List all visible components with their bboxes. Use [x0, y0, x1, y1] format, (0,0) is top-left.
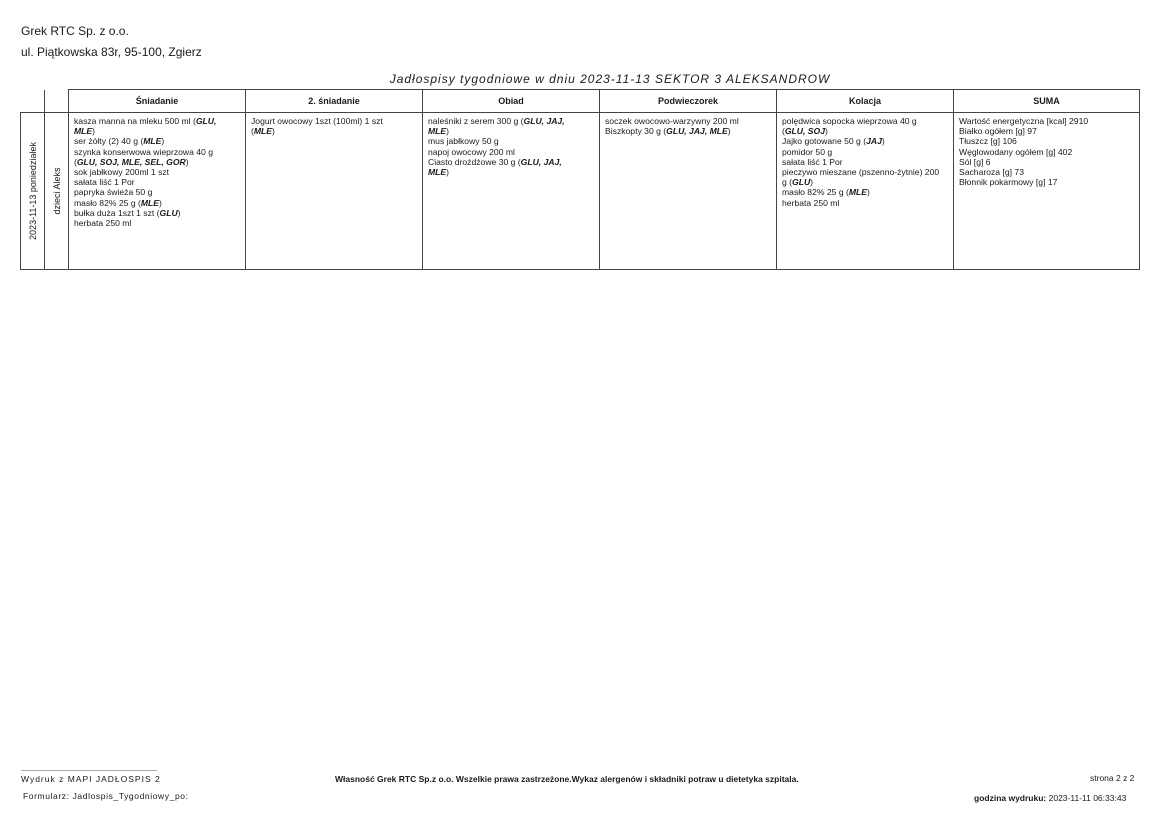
row-group-cell [45, 113, 69, 270]
allergen-code: MLE [143, 136, 162, 147]
col-header-2-sniadanie: 2. śniadanie [246, 90, 423, 113]
table-header-row [21, 90, 1140, 113]
allergen-code: JAJ [866, 136, 882, 147]
cell-line: bułka duża 1szt 1 szt (GLU) [74, 207, 181, 218]
cell-line: Tłuszcz [g] 106 [959, 136, 1017, 147]
cell-line: Sacharoza [g] 73 [959, 167, 1024, 178]
cell-obiad [423, 113, 600, 270]
allergen-code: MLE [253, 126, 273, 137]
company-address: ul. Piątkowska 83r, 95-100, Zgierz [21, 45, 202, 59]
cell-podwieczorek [600, 113, 777, 270]
document-title: Jadłospisy tygodniowe w dniu 2023-11-13 SEKTOR 3 ALEKSANDROW [389, 72, 831, 86]
allergen-code: GLU, SOJ, MLE, SEL, GOR [76, 156, 186, 167]
header-blank [21, 90, 45, 113]
cell-line: MLE) [74, 126, 96, 137]
footer-print-time [974, 793, 1126, 803]
col-header-suma: SUMA [954, 90, 1140, 113]
header-blank [45, 90, 69, 113]
cell-line: masło 82% 25 g (MLE) [74, 197, 162, 208]
allergen-code: GLU, [195, 116, 217, 126]
cell-line: Białko ogółem [g] 97 [959, 126, 1037, 137]
cell-line: herbata 250 ml [74, 218, 132, 229]
cell-line: Biszkopty 30 g (GLU, JAJ, MLE) [605, 126, 731, 137]
allergen-code: MLE [428, 126, 447, 137]
cell-suma [954, 113, 1140, 270]
col-header-sniadanie: Śniadanie [69, 90, 246, 113]
footer-copyright: Własność Grek RTC Sp.z o.o. Wszelkie prawa zastrzeżone.Wykaz alergenów i składniki potraw u dietetyka szpitala. [335, 774, 799, 784]
cell-line: Błonnik pokarmowy [g] 17 [959, 177, 1058, 188]
allergen-code: MLE [428, 167, 447, 178]
allergen-code: GLU [792, 177, 811, 188]
cell-line: (GLU, SOJ, MLE, SEL, GOR) [74, 156, 189, 167]
cell-line: napoj owocowy 200 ml [428, 146, 515, 157]
cell-sniadanie [69, 113, 246, 270]
cell-line: (MLE) [251, 126, 275, 137]
cell-kolacja [777, 113, 954, 270]
cell-2-sniadanie [246, 113, 423, 270]
row-date-cell [21, 113, 45, 270]
cell-line: Jogurt owocowy 1szt (100ml) 1 szt [251, 116, 383, 126]
allergen-code: GLU, JAJ, [520, 156, 562, 167]
allergen-code: MLE [848, 187, 868, 198]
footer-divider [21, 770, 157, 771]
cell-line: herbata 250 ml [782, 197, 840, 208]
cell-line: Jajko gotowane 50 g (JAJ) [782, 136, 885, 147]
print-time-label: godzina wydruku: [974, 793, 1047, 803]
cell-line: masło 82% 25 g (MLE) [782, 187, 870, 198]
cell-line: Wartość energetyczna [kcal] 2910 [959, 116, 1089, 126]
cell-line: g (GLU) [782, 177, 814, 188]
cell-line: MLE) [428, 126, 450, 137]
cell-line: papryka świeża 50 g [74, 187, 153, 198]
cell-line: naleśniki z serem 300 g (GLU, JAJ, [428, 116, 565, 126]
allergen-code: MLE [74, 126, 93, 137]
allergen-code: GLU, JAJ, [523, 116, 565, 126]
footer-form-name: Formularz: Jadlospis_Tygodniowy_po: [23, 791, 189, 801]
footer-page-number: strona 2 z 2 [1090, 773, 1135, 783]
print-time-value: 2023-11-11 06:33:43 [1048, 793, 1127, 803]
cell-line: Sól [g] 6 [959, 156, 991, 167]
allergen-code: MLE [140, 197, 160, 208]
cell-line: kasza manna na mleku 500 ml (GLU, [74, 116, 217, 126]
company-name: Grek RTC Sp. z o.o. [21, 24, 129, 38]
weekly-menu-table [20, 89, 1140, 270]
cell-line: polędwica sopocka wieprzowa 40 g [782, 116, 917, 126]
col-header-kolacja: Kolacja [777, 90, 954, 113]
footer-print-source: Wydruk z MAPI JADŁOSPIS 2 [21, 774, 161, 784]
cell-line: sok jabłkowy 200ml 1 szt [74, 167, 170, 178]
col-header-podwieczorek: Podwieczorek [600, 90, 777, 113]
cell-line: mus jabłkowy 50 g [428, 136, 499, 147]
allergen-code: GLU [159, 207, 178, 218]
allergen-code: GLU, JAJ, MLE [666, 126, 728, 137]
cell-line: soczek owocowo-warzywny 200 ml [605, 116, 739, 126]
row-date: 2023-11-13 poniedziałek [27, 142, 38, 240]
cell-line: pomidor 50 g [782, 146, 833, 157]
row-group: dzieci Aleks [51, 167, 62, 215]
col-header-obiad: Obiad [423, 90, 600, 113]
cell-line: (GLU, SOJ) [782, 126, 828, 137]
cell-line: Węglowodany ogółem [g] 402 [959, 146, 1073, 157]
cell-line: szynka konserwowa wieprzowa 40 g [74, 146, 213, 157]
cell-line: sałata liść 1 Por [74, 177, 135, 188]
cell-line: Ciasto drożdżowe 30 g (GLU, JAJ, [428, 156, 562, 167]
allergen-code: GLU, SOJ [784, 126, 825, 137]
cell-line: MLE) [428, 167, 450, 178]
cell-line: ser żółty (2) 40 g (MLE) [74, 136, 165, 147]
cell-line: sałata liść 1 Por [782, 156, 843, 167]
table-row [21, 113, 1140, 270]
cell-line: pieczywo mieszane (pszenno-żytnie) 200 [782, 167, 940, 178]
